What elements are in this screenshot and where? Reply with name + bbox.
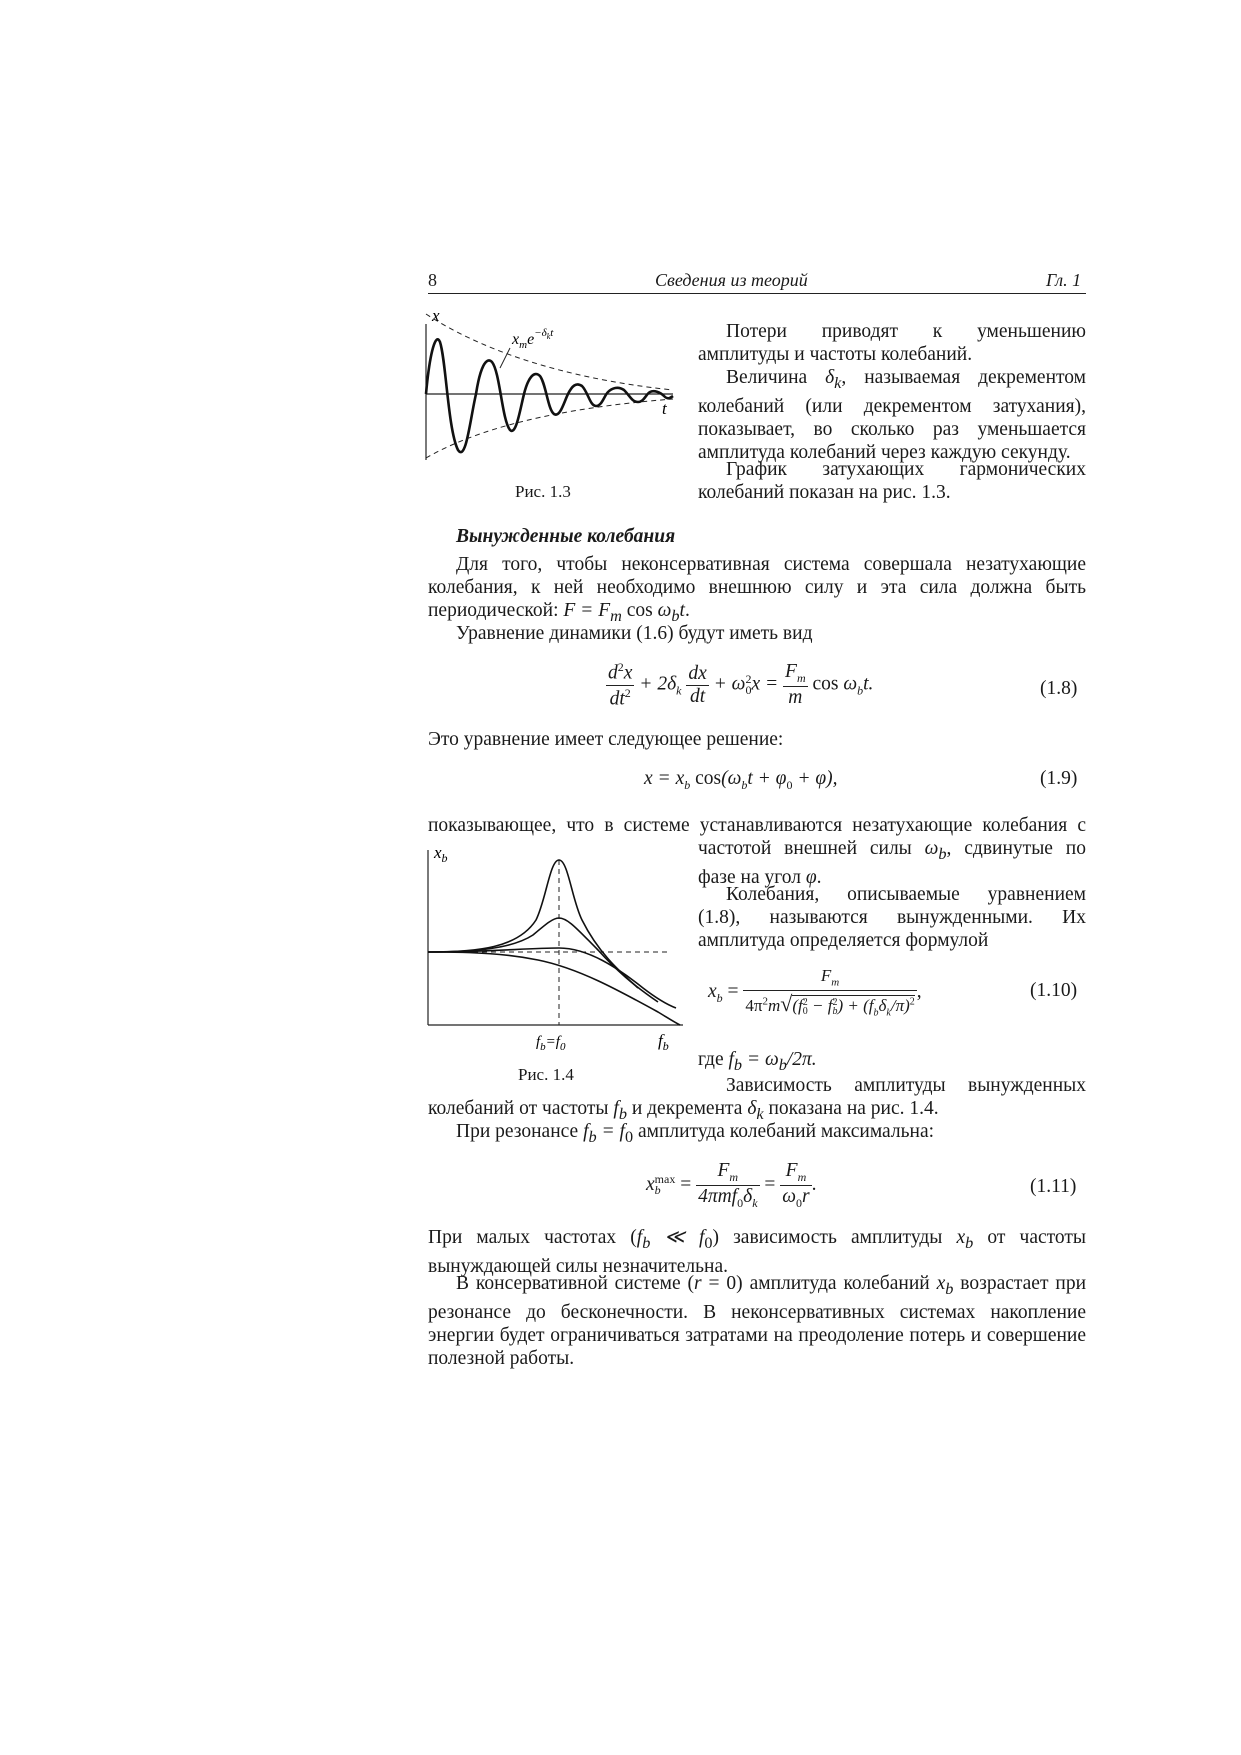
equation-1-8: $\frac{d^2x}{dt^2}$ + $2\delta_k$ $\frac{dx}{dt}$ + ω 2 0 x = $\frac{F_m}{m}$ $\cos \omega_bt$. bbox=[608, 660, 874, 709]
para-forced-intro: Для того, чтобы неконсервативная система совершала незатухающие колебания, к ней необходимо внешнюю силу и эта сила должна быть периодической: $F = F_m$ $\cos \omega_bt$. bbox=[428, 554, 1086, 625]
page-number: 8 bbox=[428, 270, 437, 290]
fig13-oscillation bbox=[426, 339, 673, 452]
para-dependence-rest: колебаний от частоты $f_b$ и декремента $\delta_k$ показана на рис. 1.4. bbox=[428, 1098, 939, 1123]
para-showing-line: показывающее, что в системе устанавливаются незатухающие колебания с bbox=[428, 815, 1086, 836]
equation-1-9: $x = x_b$ $\cos(\omega_bt + \varphi_0 + \varphi)$, bbox=[644, 768, 838, 792]
fig13-y-label: x bbox=[432, 310, 440, 325]
equation-1-11-number: (1.11) bbox=[1030, 1176, 1077, 1197]
equation-1-9-number: (1.9) bbox=[1040, 768, 1078, 789]
para-losses: Потери приводят к уменьшению амплитуды и частоты колебаний. bbox=[698, 321, 1086, 365]
equation-1-10-number: (1.10) bbox=[1030, 980, 1078, 1001]
para-small-freq: При малых частотах ($f_b$ ≪ $f_0$) зависимость амплитуды $x_b$ от частоты вынуждающей силы незначительна. bbox=[428, 1227, 1087, 1277]
para-decrement: Величина $\delta_k$, называемая декрементом колебаний (или декрементом затухания), показывает, во сколько раз уменьшается амплитуда колебаний через каждую секунду. bbox=[698, 367, 1086, 463]
equation-1-10: $x_b$ = $F_m$ $4\pi^2m√(f$ 2 0 − f 2 b ) + $(f_b\delta_k/\pi)^2$ , bbox=[708, 966, 922, 1019]
fig13-label-leader bbox=[500, 348, 510, 368]
para-dependence-line: Зависимость амплитуды вынужденных bbox=[726, 1075, 1086, 1096]
fig14-curve-overdamped bbox=[428, 952, 680, 1025]
figure-1-4 bbox=[418, 840, 688, 1055]
para-resonance: При резонансе $f_b = f_0$ амплитуда колебаний максимальна: bbox=[456, 1121, 935, 1146]
fig14-curve-mid-damping bbox=[428, 918, 658, 1002]
fig14-x-label: $f_b$ bbox=[658, 1031, 669, 1053]
para-conservative: В консервативной системе (r = 0) амплитуда колебаний $x_b$ возрастает при резонансе до бесконечности. В неконсервативных системах накопление энергии будет ограничиваться затратами на преодоление потерь и совершение полезной работы. bbox=[428, 1273, 1087, 1369]
para-showing-rest: частотой внешней силы $\omega_b$, сдвинутые по фазе на угол φ. bbox=[698, 838, 1086, 888]
fig13-x-label: t bbox=[662, 399, 667, 418]
fig14-curve-high-damping bbox=[428, 948, 676, 1008]
para-solution-intro: Это уравнение имеет следующее решение: bbox=[428, 729, 784, 750]
figure-1-3 bbox=[418, 310, 678, 470]
para-dynamics: Уравнение динамики (1.6) будут иметь вид bbox=[456, 623, 813, 644]
fig14-resonance-label: $f_b=f_0$ bbox=[536, 1034, 566, 1053]
para-forced-def: Колебания, описываемые уравнением (1.8), называются вынужденными. Их амплитуда определяется формулой bbox=[698, 884, 1086, 951]
fig14-caption: Рис. 1.4 bbox=[518, 1065, 574, 1084]
fig13-envelope-upper bbox=[426, 314, 673, 390]
equation-1-11: x max b = $\frac{F_m}{4\pi mf_0\delta_k}$ = $\frac{F_m}{\omega_0r}$ . bbox=[646, 1160, 817, 1210]
para-where: где $f_b = \omega_b/2\pi$. bbox=[698, 1049, 817, 1074]
fig13-caption: Рис. 1.3 bbox=[515, 482, 571, 501]
equation-1-8-number: (1.8) bbox=[1040, 678, 1078, 699]
running-title: Сведения из теорий bbox=[655, 270, 808, 290]
chapter-label: Гл. 1 bbox=[1046, 270, 1082, 290]
section-title: Вынужденные колебания bbox=[456, 526, 676, 547]
fig14-curve-low-damping bbox=[428, 860, 638, 988]
fig13-envelope-label: $x_me^{-\delta}kt$ bbox=[512, 327, 554, 351]
fig14-y-label: $x_b$ bbox=[434, 843, 448, 865]
para-graph-ref: График затухающих гармонических колебаний показан на рис. 1.3. bbox=[698, 459, 1086, 503]
header-rule bbox=[428, 293, 1086, 294]
